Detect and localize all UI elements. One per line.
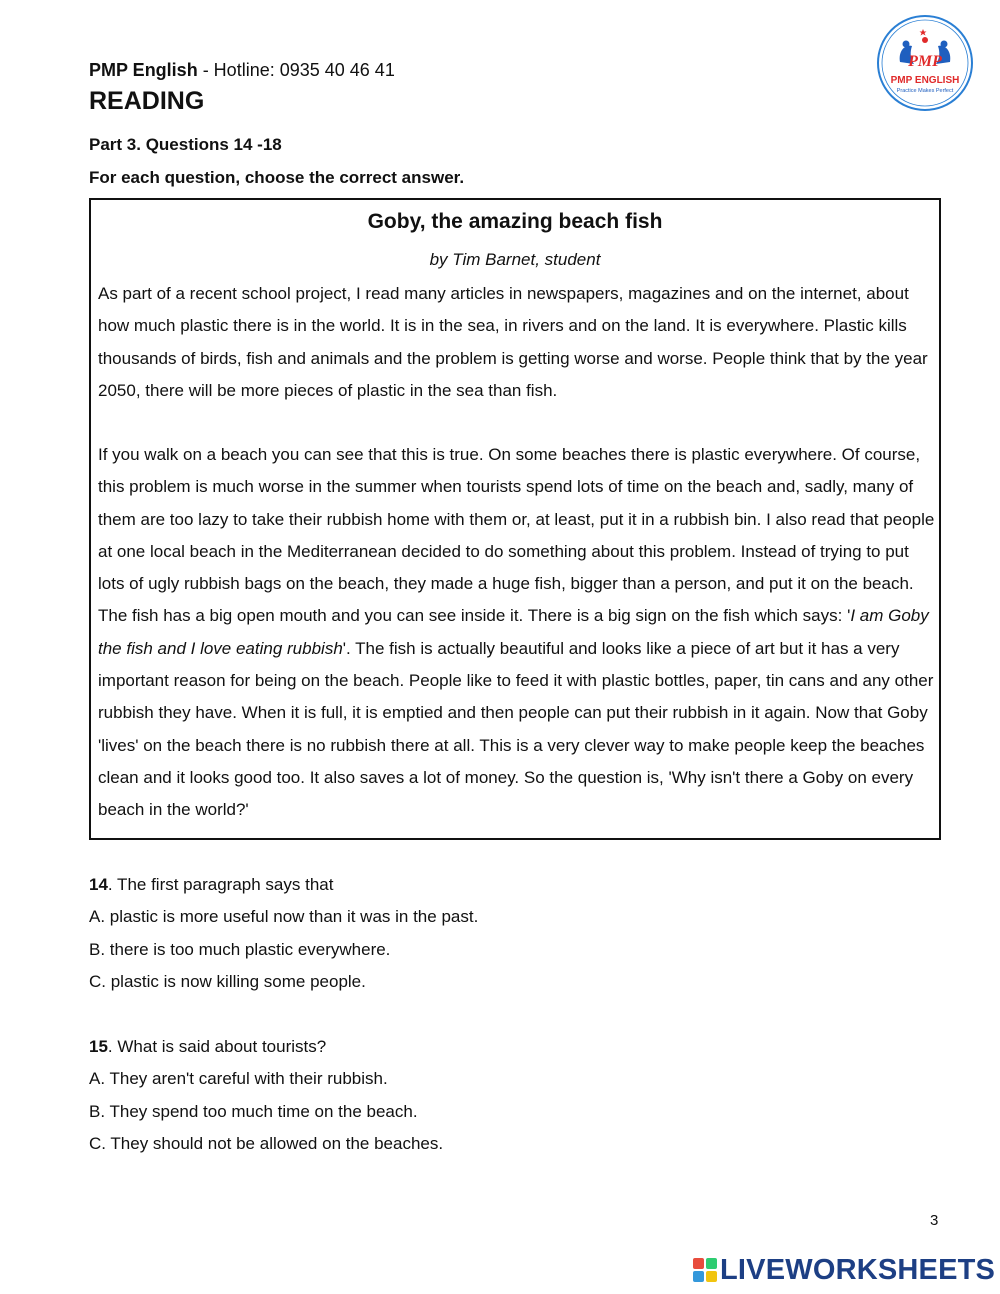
article-box	[89, 198, 941, 840]
question-stem	[89, 1031, 443, 1063]
hotline: - Hotline: 0935 40 46 41	[197, 60, 395, 80]
pmp-english-logo	[876, 14, 974, 112]
answer-option-b[interactable]: B. They spend too much time on the beach.	[89, 1101, 418, 1121]
question-number: 15	[89, 1037, 108, 1056]
logo-subtext: Practice Makes Perfect	[896, 88, 954, 94]
liveworksheets-footer	[693, 1253, 995, 1287]
question-text: . The first paragraph says that	[107, 875, 334, 894]
question-stem	[89, 869, 478, 901]
article-byline: by Tim Barnet, student	[429, 250, 601, 269]
question-15	[89, 1031, 443, 1160]
answer-option-c[interactable]: C. plastic is now killing some people.	[89, 971, 366, 991]
instruction: For each question, choose the correct answer.	[89, 168, 465, 187]
question-text: . What is said about tourists?	[107, 1037, 327, 1056]
question-number: 14	[89, 875, 108, 894]
header-brand-line	[89, 60, 395, 81]
goby-sign-quote: I am Goby the fish and I love eating rubbish	[98, 606, 929, 658]
page-number: 3	[930, 1212, 939, 1229]
article-paragraph-1: As part of a recent school project, I read many articles in newspapers, magazines and on the internet, about how much plastic there is in the world. It is in the sea, in rivers and on the land. It is everywhere. Plastic kills thousands of birds, fish and animals and the problem is getting worse and worse. People think that by the year 2050, there will be more pieces of plastic in the sea than fish.	[98, 284, 928, 400]
answer-option-a[interactable]: A. They aren't careful with their rubbish.	[89, 1069, 388, 1089]
answer-option-a[interactable]: A. plastic is more useful now than it was in the past.	[89, 907, 479, 927]
question-14	[89, 869, 478, 998]
liveworksheets-blocks-icon	[693, 1258, 717, 1282]
section-title: READING	[89, 87, 205, 115]
logo-text: PMP ENGLISH	[890, 75, 960, 86]
article-paragraph-2	[98, 439, 936, 827]
article-title: Goby, the amazing beach fish	[367, 210, 663, 233]
liveworksheets-brand: LIVEWORKSHEETS	[720, 1253, 996, 1286]
answer-option-b[interactable]: B. there is too much plastic everywhere.	[89, 939, 391, 959]
brand-name: PMP English	[89, 60, 198, 80]
part-heading: Part 3. Questions 14 -18	[89, 135, 282, 154]
paragraph-2-start: If you walk on a beach you can see that this is true. On some beaches there is plastic everywhere. Of course, this problem is much worse in the summer when tourists spend lots of time on the beach and, sadly, many of them are too lazy to take their rubbish home with them or, at least, put it in a rubbish bin. I also read that people at one local beach in the Mediterranean decided to do something about this problem. Instead of trying to put lots of ugly rubbish bags on the beach, they made a huge fish, bigger than a person, and put it on the beach. The fish has a big open mouth and you can see inside it. There is a big sign on the fish which says: '	[98, 445, 935, 626]
logo-mark: PMP	[908, 53, 942, 70]
answer-option-c[interactable]: C. They should not be allowed on the beaches.	[89, 1133, 444, 1153]
paragraph-2-end: '. The fish is actually beautiful and looks like a piece of art but it has a very important reason for being on the beach. People like to feed it with plastic bottles, paper, tin cans and any other rubbish they have. When it is full, it is emptied and then people can put their rubbish in it again. Now that Goby 'lives' on the beach there is no rubbish there at all. This is a very clever way to make people keep the beaches clean and it looks good too. It also saves a lot of money. So the question is, 'Why isn't there a Goby on every beach in the world?'	[98, 638, 934, 820]
